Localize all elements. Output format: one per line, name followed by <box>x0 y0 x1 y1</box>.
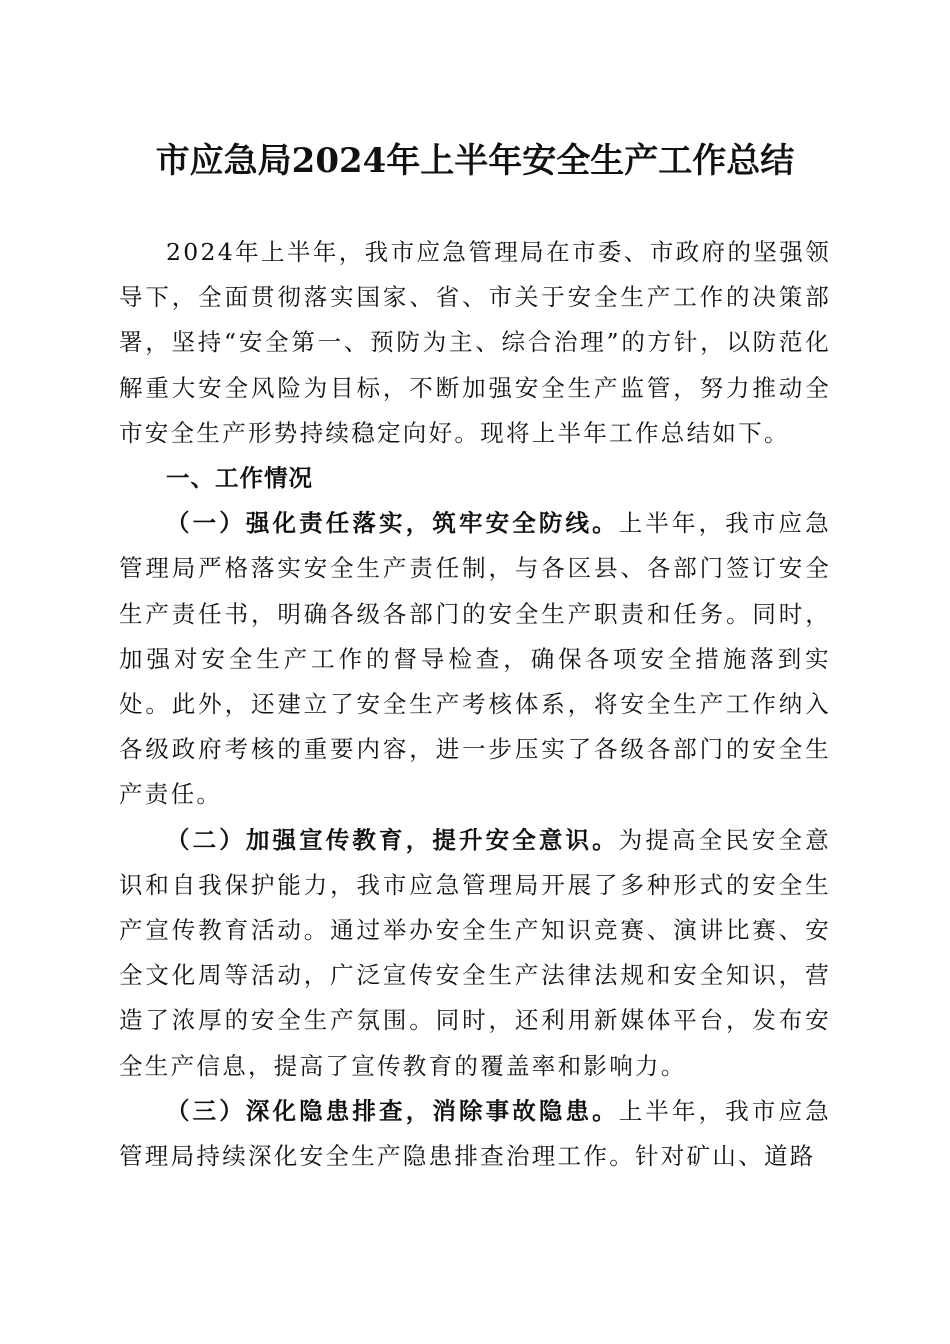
document-title: 市应急局2024年上半年安全生产工作总结 <box>155 141 795 181</box>
item-heading-3: （三）深化隐患排查，消除事故隐患。 <box>166 1096 619 1125</box>
document-body <box>119 230 831 1179</box>
section-heading: 一、工作情况 <box>166 464 313 493</box>
item-text-3: 上半年，我市应急管理局持续深化安全生产隐患排查治理工作。针对矿山、道路 <box>119 1096 831 1171</box>
item-paragraph-3 <box>119 1089 831 1179</box>
item-heading-1: （一）强化责任落实，筑牢安全防线。 <box>166 509 619 538</box>
item-text-1: 上半年，我市应急管理局严格落实安全生产责任制，与各区县、各部门签订安全生产责任书，明确各级各部门的安全生产职责和任务。同时，加强对安全生产工作的督导检查，确保各项安全措施落到实处。此外，还建立了安全生产考核体系，将安全生产工作纳入各级政府考核的重要内容，进一步压实了各级各部门的安全生产责任。 <box>119 509 831 809</box>
intro-paragraph: 2024年上半年，我市应急管理局在市委、市政府的坚强领导下，全面贯彻落实国家、省、市关于安全生产工作的决策部署，坚持“安全第一、预防为主、综合治理”的方针，以防范化解重大安全风险为目标，不断加强安全生产监管，努力推动全市安全生产形势持续稳定向好。现将上半年工作总结如下。 <box>119 238 831 447</box>
item-heading-2: （二）加强宣传教育，提升安全意识。 <box>166 825 619 854</box>
item-paragraph-1 <box>119 501 831 817</box>
item-paragraph-2 <box>119 818 831 1089</box>
item-text-2: 为提高全民安全意识和自我保护能力，我市应急管理局开展了多种形式的安全生产宣传教育活动。通过举办安全生产知识竞赛、演讲比赛、安全文化周等活动，广泛宣传安全生产法律法规和安全知识，营造了浓厚的安全生产氛围。同时，还利用新媒体平台，发布安全生产信息，提高了宣传教育的覆盖率和影响力。 <box>119 825 831 1080</box>
